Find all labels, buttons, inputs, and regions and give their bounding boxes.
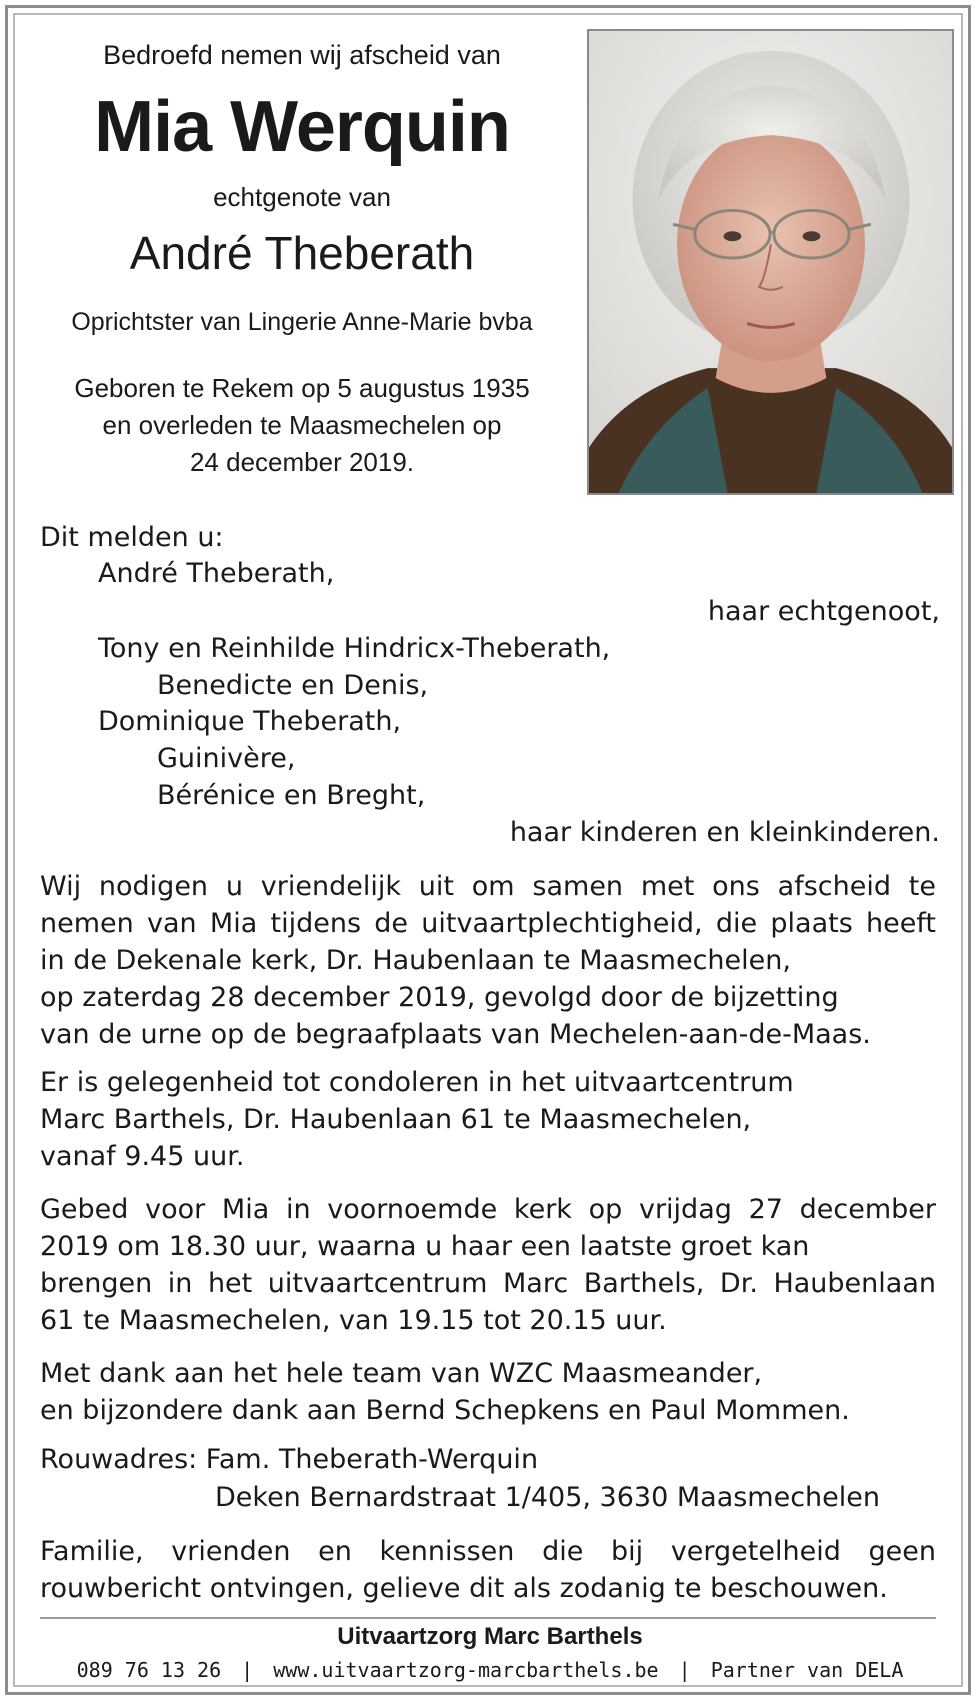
paragraph-line: in de Dekenale kerk, Dr. Haubenlaan te Maasmechelen, — [40, 945, 791, 976]
family-member: Guinivère, — [157, 743, 296, 774]
family-member: Bérénice en Breght, — [157, 780, 426, 811]
family-member: Tony en Reinhilde Hindricx-Theberath, — [98, 633, 611, 664]
intro-text: Bedroefd nemen wij afscheid van — [103, 40, 501, 70]
announcers-intro: Dit melden u: — [40, 522, 224, 553]
separator: | — [678, 1658, 691, 1682]
paragraph-line: Marc Barthels, Dr. Haubenlaan 61 te Maasmechelen, — [40, 1104, 752, 1135]
condolence-paragraph — [40, 1064, 936, 1175]
paragraph-line: rouwbericht ontvingen, gelieve dit als zodanig te beschouwen. — [40, 1573, 888, 1604]
paragraph-line: nemen van Mia tijdens de uitvaartplechtigheid, die plaats heeft — [40, 908, 936, 939]
family-member: Benedicte en Denis, — [157, 670, 429, 701]
portrait-photo — [587, 29, 954, 495]
paragraph-line: Met dank aan het hele team van WZC Maasmeander, — [40, 1358, 763, 1389]
family-member: Dominique Theberath, — [98, 706, 402, 737]
paragraph-line: Wij nodigen u vriendelijk uit om samen met ons afscheid te — [40, 871, 936, 902]
paragraph-line: en bijzondere dank aan Bernd Schepkens en Paul Mommen. — [40, 1395, 850, 1426]
paragraph-line: op zaterdag 28 december 2019, gevolgd door de bijzetting — [40, 982, 839, 1013]
birth-death-text — [32, 370, 572, 481]
mourning-address: Deken Bernardstraat 1/405, 3630 Maasmechelen — [215, 1482, 881, 1513]
footer-divider — [40, 1617, 936, 1619]
website-link[interactable]: www.uitvaartzorg-marcbarthels.be — [273, 1658, 659, 1682]
phone-number: 089 76 13 26 — [76, 1658, 222, 1682]
closing-paragraph — [40, 1533, 936, 1607]
paragraph-line: 61 te Maasmechelen, van 19.15 tot 20.15 uur. — [40, 1305, 667, 1336]
spouse-name: André Theberath — [129, 227, 475, 279]
prayer-paragraph — [40, 1191, 936, 1339]
paragraph-line: vanaf 9.45 uur. — [40, 1141, 245, 1172]
thanks-paragraph — [40, 1355, 936, 1429]
portrait-illustration — [589, 31, 952, 493]
occupation-text: Oprichtster van Lingerie Anne-Marie bvba — [71, 308, 533, 336]
paragraph-line: Gebed voor Mia in voornoemde kerk op vrijdag 27 december — [40, 1194, 936, 1225]
paragraph-line: van de urne op de begraafplaats van Mechelen-aan-de-Maas. — [40, 1019, 871, 1050]
ceremony-paragraph — [40, 868, 936, 1053]
family-role: haar kinderen en kleinkinderen. — [509, 817, 940, 848]
deceased-name: Mia Werquin — [94, 87, 510, 167]
footer-contact — [0, 1658, 980, 1682]
paragraph-line: Er is gelegenheid tot condoleren in het uitvaartcentrum — [40, 1067, 794, 1098]
announcer-spouse-role: haar echtgenoot, — [707, 596, 940, 627]
death-line: en overleden te Maasmechelen op — [102, 410, 502, 440]
announcer-spouse: André Theberath, — [98, 558, 335, 589]
paragraph-line: 2019 om 18.30 uur, waarna u haar een laatste groet kan — [40, 1231, 810, 1262]
paragraph-line: brengen in het uitvaartcentrum Marc Barthels, Dr. Haubenlaan — [40, 1268, 936, 1299]
mourning-address-label: Rouwadres: Fam. Theberath-Werquin — [40, 1444, 539, 1475]
funeral-company-name: Uitvaartzorg Marc Barthels — [337, 1623, 643, 1650]
death-date-line: 24 december 2019. — [189, 447, 415, 477]
separator: | — [241, 1658, 254, 1682]
birth-line: Geboren te Rekem op 5 augustus 1935 — [74, 373, 530, 403]
relation-text: echtgenote van — [213, 182, 391, 212]
partner-text: Partner van DELA — [710, 1658, 904, 1682]
paragraph-line: Familie, vrienden en kennissen die bij vergetelheid geen — [40, 1536, 936, 1567]
